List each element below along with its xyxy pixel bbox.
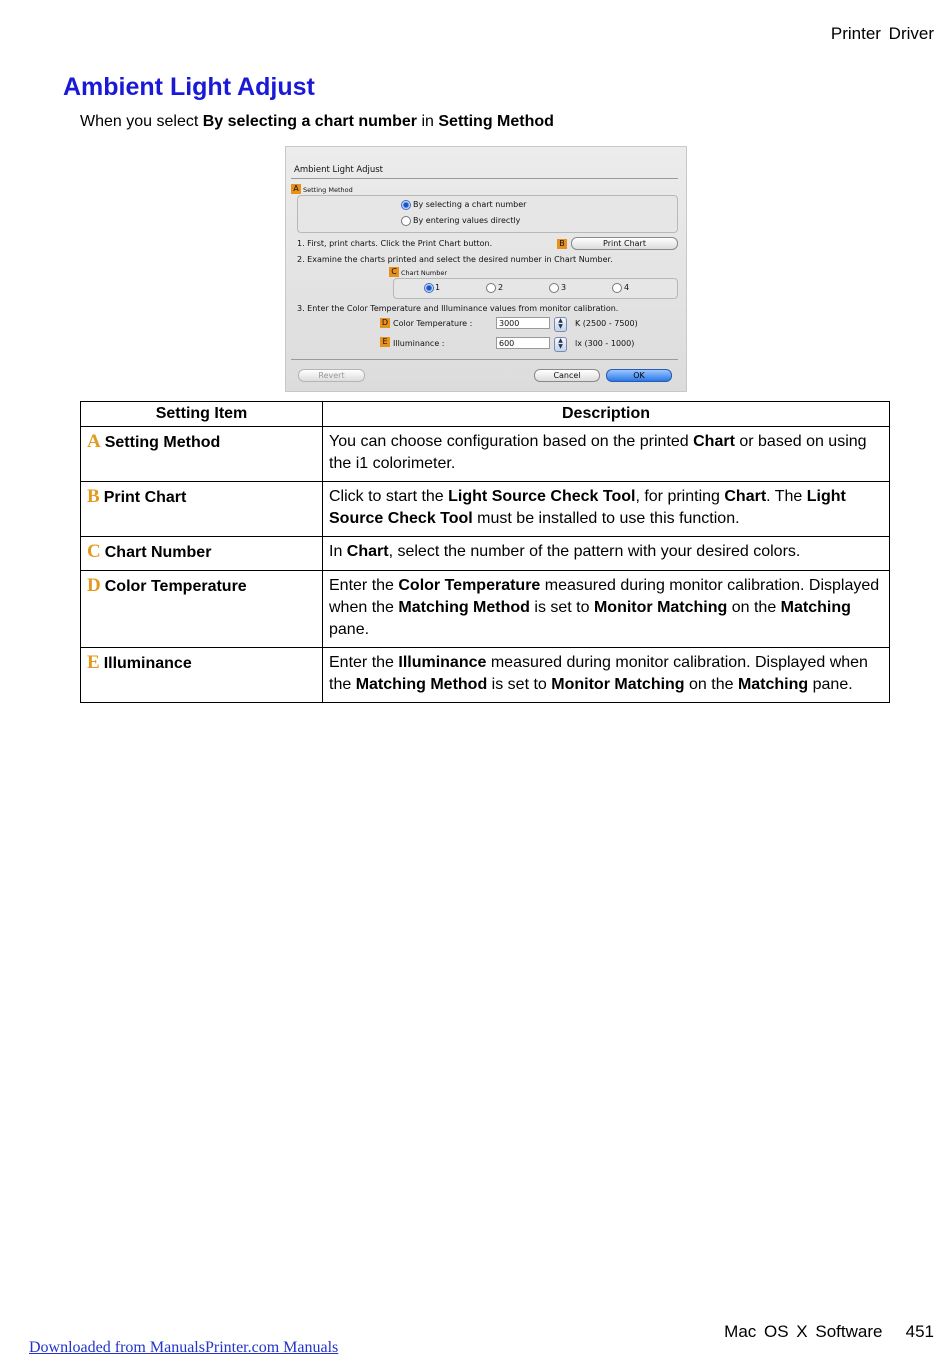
- badge-b: B: [557, 239, 567, 249]
- item-name: Chart Number: [104, 544, 212, 561]
- badge-d: D: [381, 318, 389, 327]
- step-2-text: 2. Examine the charts printed and select the desired number in Chart Number.: [297, 255, 613, 264]
- description-emphasis: Chart: [346, 543, 389, 560]
- item-name: Setting Method: [104, 434, 221, 451]
- table-row: [81, 571, 890, 648]
- setting-item-cell: [81, 571, 323, 648]
- buttons-divider: [291, 359, 678, 360]
- description-emphasis: Matching Method: [355, 676, 488, 693]
- table-row: [81, 537, 890, 571]
- description-text: , select the number of the pattern with your desired colors.: [388, 543, 801, 560]
- description-text: or based on using the i1 colorimeter.: [329, 433, 867, 472]
- chart-radio-2[interactable]: [486, 283, 496, 293]
- source-link[interactable]: Downloaded from ManualsPrinter.com Manuals: [29, 1339, 339, 1356]
- item-letter: E: [87, 652, 100, 673]
- description-text: measured during monitor calibration. Displayed when the: [329, 577, 880, 616]
- setting-item-cell: [81, 427, 323, 482]
- header-setting-item: Setting Item: [81, 402, 323, 427]
- item-name: Color Temperature: [104, 578, 247, 595]
- radio-by-chart-number-label: By selecting a chart number: [413, 200, 527, 209]
- chart-radio-3-label: 3: [561, 283, 567, 292]
- illuminance-input[interactable]: 600: [496, 337, 550, 349]
- chart-radio-1-label: 1: [435, 283, 441, 292]
- description-text: Enter the: [329, 577, 399, 594]
- color-temp-stepper[interactable]: ▲ ▼: [554, 317, 567, 332]
- description-emphasis: Chart: [693, 433, 735, 450]
- description-emphasis: Monitor Matching: [551, 676, 685, 693]
- description-text: is set to: [529, 599, 594, 616]
- step-1-text: 1. First, print charts. Click the Print Chart button.: [297, 239, 493, 248]
- description-emphasis: Matching Method: [398, 599, 530, 616]
- description-text: on the: [684, 676, 738, 693]
- radio-by-values-label: By entering values directly: [413, 216, 521, 225]
- description-text: on the: [727, 599, 781, 616]
- illuminance-label: Illuminance :: [393, 339, 445, 348]
- badge-c: C: [389, 267, 399, 277]
- description-text: . The: [766, 488, 807, 505]
- table-row: [81, 427, 890, 482]
- description-text: In: [329, 543, 347, 560]
- item-letter: A: [87, 431, 101, 452]
- intro-target: Setting Method: [438, 113, 554, 130]
- chart-radio-2-label: 2: [498, 283, 504, 292]
- title-divider: [291, 178, 678, 179]
- page-title: Ambient Light Adjust: [63, 73, 315, 101]
- print-chart-button[interactable]: Print Chart: [571, 237, 678, 250]
- color-temp-unit: K (2500 - 7500): [575, 319, 638, 328]
- description-text: Click to start the: [329, 488, 449, 505]
- illuminance-unit: lx (300 - 1000): [575, 339, 635, 348]
- header-description: Description: [323, 402, 890, 427]
- chart-radio-4-label: 4: [624, 283, 630, 292]
- table-row: [81, 482, 890, 537]
- footer-section: Mac OS X Software: [724, 1322, 883, 1341]
- revert-button[interactable]: Revert: [298, 369, 365, 382]
- setting-item-cell: [81, 648, 323, 703]
- table-row: [81, 648, 890, 703]
- running-footer: [724, 1322, 934, 1342]
- description-text: is set to: [487, 676, 552, 693]
- chart-radio-3[interactable]: [549, 283, 559, 293]
- description-text: pane.: [329, 621, 370, 638]
- chart-radio-4[interactable]: [612, 283, 622, 293]
- description-emphasis: Illuminance: [398, 654, 487, 671]
- description-cell: [323, 648, 890, 703]
- description-text: measured during monitor calibration. Displayed when the: [329, 654, 868, 693]
- description-emphasis: Light Source Check Tool: [329, 488, 846, 527]
- running-header: Printer Driver: [830, 24, 934, 43]
- radio-by-values[interactable]: [401, 216, 411, 226]
- dialog-screenshot: [285, 146, 687, 392]
- description-text: pane.: [808, 676, 853, 693]
- item-name: Illuminance: [103, 655, 192, 672]
- description-text: , for printing: [635, 488, 725, 505]
- intro-prefix: When you select: [80, 113, 203, 130]
- radio-by-chart-number[interactable]: [401, 200, 411, 210]
- setting-method-label: Setting Method: [303, 186, 353, 194]
- intro-option: By selecting a chart number: [202, 113, 418, 130]
- table-header-row: [81, 402, 890, 427]
- description-cell: [323, 427, 890, 482]
- setting-item-cell: [81, 537, 323, 571]
- badge-e: E: [380, 337, 390, 347]
- chart-number-label: Chart Number: [401, 269, 448, 277]
- description-cell: [323, 537, 890, 571]
- ok-button[interactable]: OK: [606, 369, 672, 382]
- settings-table: [80, 401, 890, 703]
- intro-mid: in: [417, 113, 439, 130]
- dialog-title: Ambient Light Adjust: [294, 165, 383, 175]
- cancel-button[interactable]: Cancel: [534, 369, 600, 382]
- description-emphasis: Chart: [724, 488, 767, 505]
- item-letter: B: [87, 486, 100, 507]
- page-number: 451: [905, 1322, 934, 1341]
- color-temp-label: Color Temperature :: [393, 319, 473, 328]
- chart-radio-1[interactable]: [424, 283, 434, 293]
- description-emphasis: Matching: [780, 599, 851, 616]
- badge-a: A: [291, 184, 301, 194]
- item-name: Print Chart: [103, 489, 187, 506]
- description-text: Enter the: [329, 654, 399, 671]
- setting-item-cell: [81, 482, 323, 537]
- description-text: must be installed to use this function.: [472, 510, 740, 527]
- description-cell: [323, 482, 890, 537]
- description-emphasis: Matching: [737, 676, 809, 693]
- description-emphasis: Color Temperature: [398, 577, 541, 594]
- description-cell: [323, 571, 890, 648]
- item-letter: C: [87, 541, 101, 562]
- intro-text: [80, 113, 554, 131]
- step-3-text: 3. Enter the Color Temperature and Illuminance values from monitor calibration.: [297, 304, 619, 313]
- description-emphasis: Monitor Matching: [593, 599, 728, 616]
- item-letter: D: [87, 575, 101, 596]
- color-temp-input[interactable]: 3000: [496, 317, 550, 329]
- description-emphasis: Light Source Check Tool: [448, 488, 636, 505]
- description-text: You can choose configuration based on the printed: [329, 433, 694, 450]
- illuminance-stepper[interactable]: ▲ ▼: [554, 337, 567, 352]
